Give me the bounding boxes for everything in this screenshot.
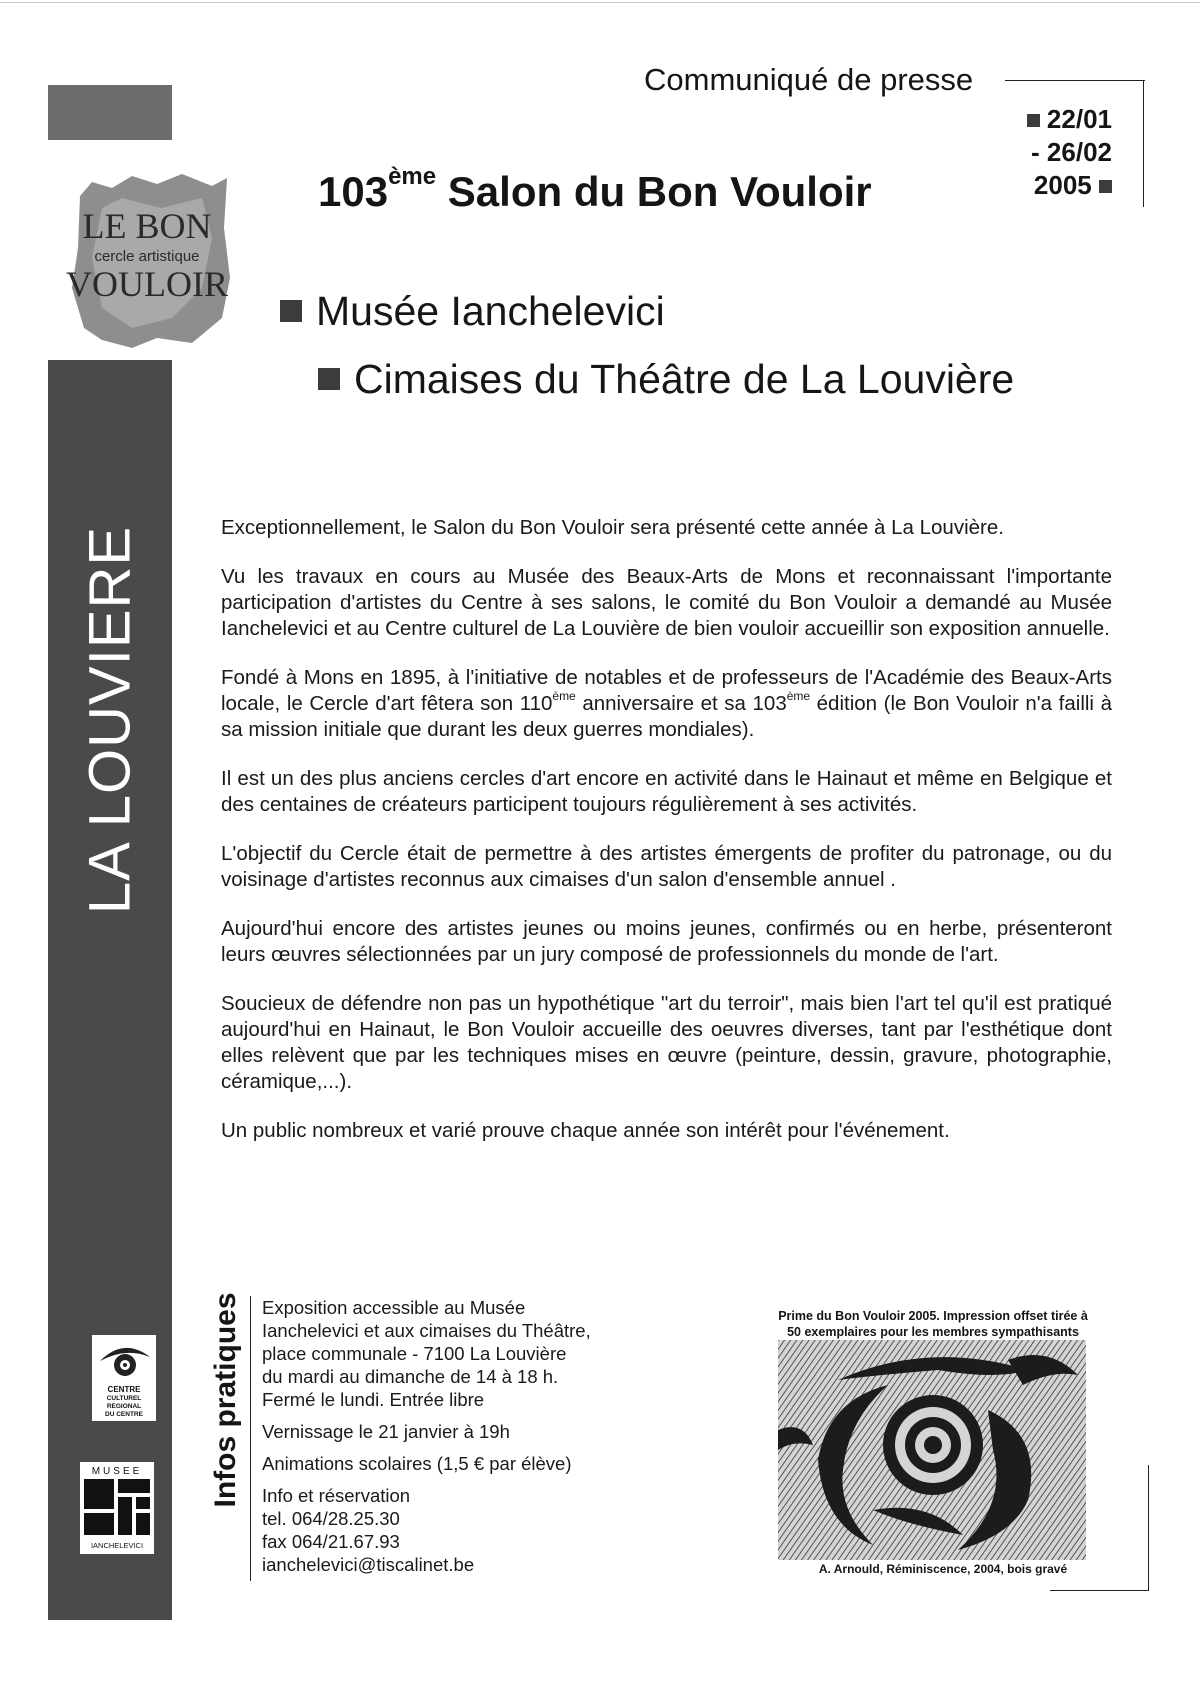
info-line: Exposition accessible au Musée bbox=[262, 1297, 526, 1318]
ccr-line-1: CENTRE bbox=[107, 1385, 141, 1394]
info-line: Fermé le lundi. Entrée libre bbox=[262, 1389, 485, 1410]
centre-culturel-logo bbox=[92, 1335, 156, 1421]
body-text bbox=[221, 515, 1112, 1167]
logo-line-1: LE BON bbox=[82, 206, 212, 246]
infos-heading: Infos pratiques bbox=[209, 1292, 242, 1508]
header-frame-top bbox=[1005, 80, 1145, 81]
title-number: 103 bbox=[318, 168, 389, 215]
ccr-line-2: CULTUREL bbox=[106, 1395, 142, 1402]
email-address: ianchelevici@tiscalinet.be bbox=[262, 1554, 475, 1575]
woodcut-print-image bbox=[778, 1340, 1086, 1560]
infos-divider bbox=[250, 1296, 251, 1581]
print-caption bbox=[758, 1308, 1108, 1340]
bullet-square-icon bbox=[1027, 114, 1040, 127]
paragraph-8: Un public nombreux et varié prouve chaque année son intérêt pour l'événement. bbox=[221, 1119, 950, 1142]
date-line-3: 2005 bbox=[1033, 170, 1092, 200]
paragraph-7: Soucieux de défendre non pas un hypothétique "art du terroir", mais bien l'art tel qu'il est pratiqué aujourd'hui en Hainaut, le Bon Vouloir accueille des oeuvres diverses, tant par l'esthétique dont elles relèvent que par les techniques mises en œuvre (peinture, dessin, gravure, photographie, céramique,...). bbox=[221, 992, 1112, 1093]
phone-number: tel. 064/28.25.30 bbox=[262, 1508, 400, 1529]
bon-vouloir-logo bbox=[62, 168, 232, 353]
artwork-credit: A. Arnould, Réminiscence, 2004, bois gravé bbox=[818, 1562, 1068, 1576]
bottom-frame-right bbox=[1148, 1465, 1149, 1590]
press-release-label: Communiqué de presse bbox=[644, 62, 974, 97]
bullet-square-icon bbox=[280, 300, 302, 322]
bullet-square-icon bbox=[1099, 180, 1112, 193]
musee-ianchelevici-logo bbox=[80, 1462, 154, 1554]
fax-number: fax 064/21.67.93 bbox=[262, 1531, 400, 1552]
date-line-2: - 26/02 bbox=[1031, 137, 1112, 167]
paragraph-3-part-c: édition (le Bon Vouloir n'a failli à sa mission initiale que durant les deux guerres mondiales). bbox=[221, 692, 1112, 741]
info-line: Ianchelevici et aux cimaises du Théâtre, bbox=[262, 1320, 591, 1341]
logo-line-2: cercle artistique bbox=[94, 248, 200, 265]
info-line: Info et réservation bbox=[262, 1485, 411, 1506]
print-caption-line-2: 50 exemplaires pour les membres sympathisants bbox=[787, 1325, 1079, 1339]
venue-1-label: Musée Ianchelevici bbox=[316, 288, 665, 334]
date-line-1: 22/01 bbox=[1046, 104, 1112, 134]
print-caption-line-1: Prime du Bon Vouloir 2005. Impression offset tirée à bbox=[778, 1309, 1088, 1323]
paragraph-3-sup-1: ème bbox=[552, 689, 576, 703]
exhibition-dates bbox=[1000, 103, 1112, 202]
paragraph-5: L'objectif du Cercle était de permettre à des artistes émergents de profiter du patronage, ou du voisinage d'artistes reconnus aux cimaises d'un salon d'ensemble annuel . bbox=[221, 842, 1112, 891]
logo-line-3: VOULOIR bbox=[66, 264, 228, 304]
musee-line-2: IANCHELEVICI bbox=[90, 1541, 144, 1550]
header-grey-block bbox=[48, 85, 172, 140]
ccr-line-3: REGIONAL bbox=[106, 1403, 142, 1410]
title-rest: Salon du Bon Vouloir bbox=[436, 168, 872, 215]
bullet-square-icon bbox=[318, 368, 340, 390]
header-frame-right bbox=[1143, 80, 1144, 207]
ccr-line-4: DU CENTRE bbox=[105, 1411, 143, 1418]
page-title bbox=[318, 163, 872, 216]
paragraph-2: Vu les travaux en cours au Musée des Beaux-Arts de Mons et reconnaissant l'importante participation d'artistes du Centre à ses salons, le comité du Bon Vouloir a demandé au Musée Ianchelevici et au Centre culturel de La Louvière de bien vouloir accueillir son exposition annuelle. bbox=[221, 565, 1112, 640]
scan-top-edge bbox=[0, 2, 1200, 3]
infos-heading-wrapper bbox=[196, 1292, 256, 1508]
animations-line: Animations scolaires (1,5 € par élève) bbox=[262, 1453, 572, 1474]
bottom-frame-bottom bbox=[1050, 1590, 1149, 1591]
paragraph-1: Exceptionnellement, le Salon du Bon Vouloir sera présenté cette année à La Louvière. bbox=[221, 516, 1004, 539]
paragraph-4: Il est un des plus anciens cercles d'art encore en activité dans le Hainaut et même en Belgique et des centaines de créateurs participent toujours régulièrement à ses activités. bbox=[221, 767, 1112, 816]
info-line: place communale - 7100 La Louvière bbox=[262, 1343, 567, 1364]
venue-2-label: Cimaises du Théâtre de La Louvière bbox=[354, 356, 1015, 402]
paragraph-3-sup-2: ème bbox=[786, 689, 811, 703]
musee-line-1: MUSEE bbox=[91, 1466, 143, 1477]
paragraph-3-part-b: anniversaire et sa 103 bbox=[575, 692, 787, 715]
practical-info bbox=[262, 1296, 662, 1585]
paragraph-6: Aujourd'hui encore des artistes jeunes ou moins jeunes, confirmés ou en herbe, présenteront leurs œuvres sélectionnées par un jury composé de professionnels du monde de l'art. bbox=[221, 917, 1112, 966]
band-text-wrapper bbox=[48, 520, 172, 920]
venue-2 bbox=[318, 356, 1014, 403]
title-superscript: ème bbox=[388, 163, 437, 190]
venue-1 bbox=[280, 288, 665, 335]
vernissage-line: Vernissage le 21 janvier à 19h bbox=[262, 1421, 510, 1442]
info-line: du mardi au dimanche de 14 à 18 h. bbox=[262, 1366, 559, 1387]
paragraph-3 bbox=[221, 665, 1112, 743]
paragraph-3-part-a: Fondé à Mons en 1895, à l'initiative de notables et de professeurs de l'Académie des Beaux-Arts locale, le Cercle d'art fêtera son 110 bbox=[221, 666, 1112, 715]
band-text: LA LOUVIERE bbox=[77, 525, 143, 915]
